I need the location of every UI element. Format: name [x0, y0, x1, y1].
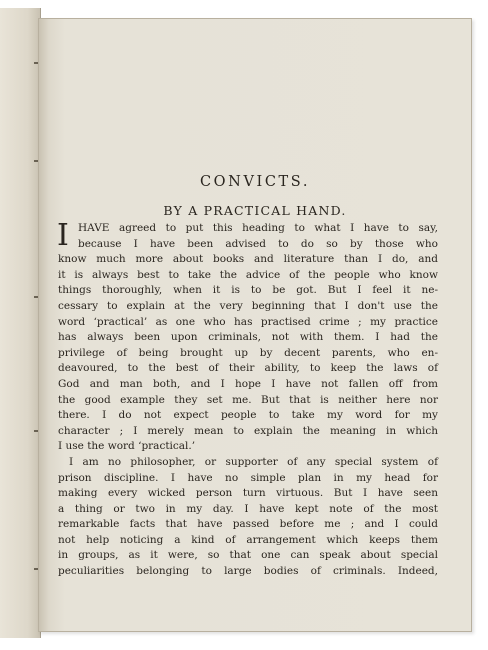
text-line: a thing or two in my day. I have kept note of the most — [58, 502, 438, 515]
text-line: I use the word ‘practical.’ — [58, 440, 196, 453]
text-line: deavoured, to the best of their ability, to keep the laws of — [58, 362, 438, 375]
text-line: the good example they set me. But that is neither here nor — [58, 393, 438, 406]
back-cover — [0, 8, 41, 638]
text-line: word ‘practical’ as one who has practised crime ; my practice — [58, 315, 438, 328]
text-line: remarkable facts that have passed before me ; and I could — [58, 518, 438, 531]
text-line: in groups, as it were, so that one can speak about special — [58, 549, 438, 562]
drop-cap: I — [57, 218, 69, 253]
text-line-content: HAVE agreed to put this heading to what I have to say, — [78, 222, 438, 234]
text-line: things thoroughly, when it is to be got. But I feel it ne- — [58, 284, 438, 297]
text-line: character ; I merely mean to explain the meaning in which — [58, 424, 438, 437]
page-title: CONVICTS. — [199, 174, 311, 190]
text-line: God and man both, and I hope I have not fallen off from — [58, 377, 438, 390]
text-line: peculiarities belonging to large bodies of criminals. Indeed, — [58, 565, 438, 578]
text-line: there. I do not expect people to take my word for my — [58, 409, 438, 422]
text-line: privilege of being brought up by decent parents, who en- — [58, 346, 438, 359]
text-line: it is always best to take the advice of the people who know — [58, 268, 438, 281]
page-subtitle: BY A PRACTICAL HAND. — [163, 203, 347, 218]
text-line: not help noticing a kind of arrangement which keeps them — [58, 533, 438, 546]
text-line: know much more about books and literature than I do, and — [58, 253, 438, 266]
text-line: I am no philosopher, or supporter of any special system of — [69, 455, 438, 468]
text-line: has always been upon criminals, not with them. I had the — [58, 331, 438, 344]
body-text — [57, 218, 438, 580]
text-line: because I have been advised to do so by those who — [78, 237, 438, 250]
text-line: cessary to explain at the very beginning that I don't use the — [58, 299, 438, 312]
text-line: prison discipline. I have no simple plan in my head for — [58, 471, 438, 484]
text-line: making every wicked person turn virtuous. But I have seen — [58, 487, 438, 500]
